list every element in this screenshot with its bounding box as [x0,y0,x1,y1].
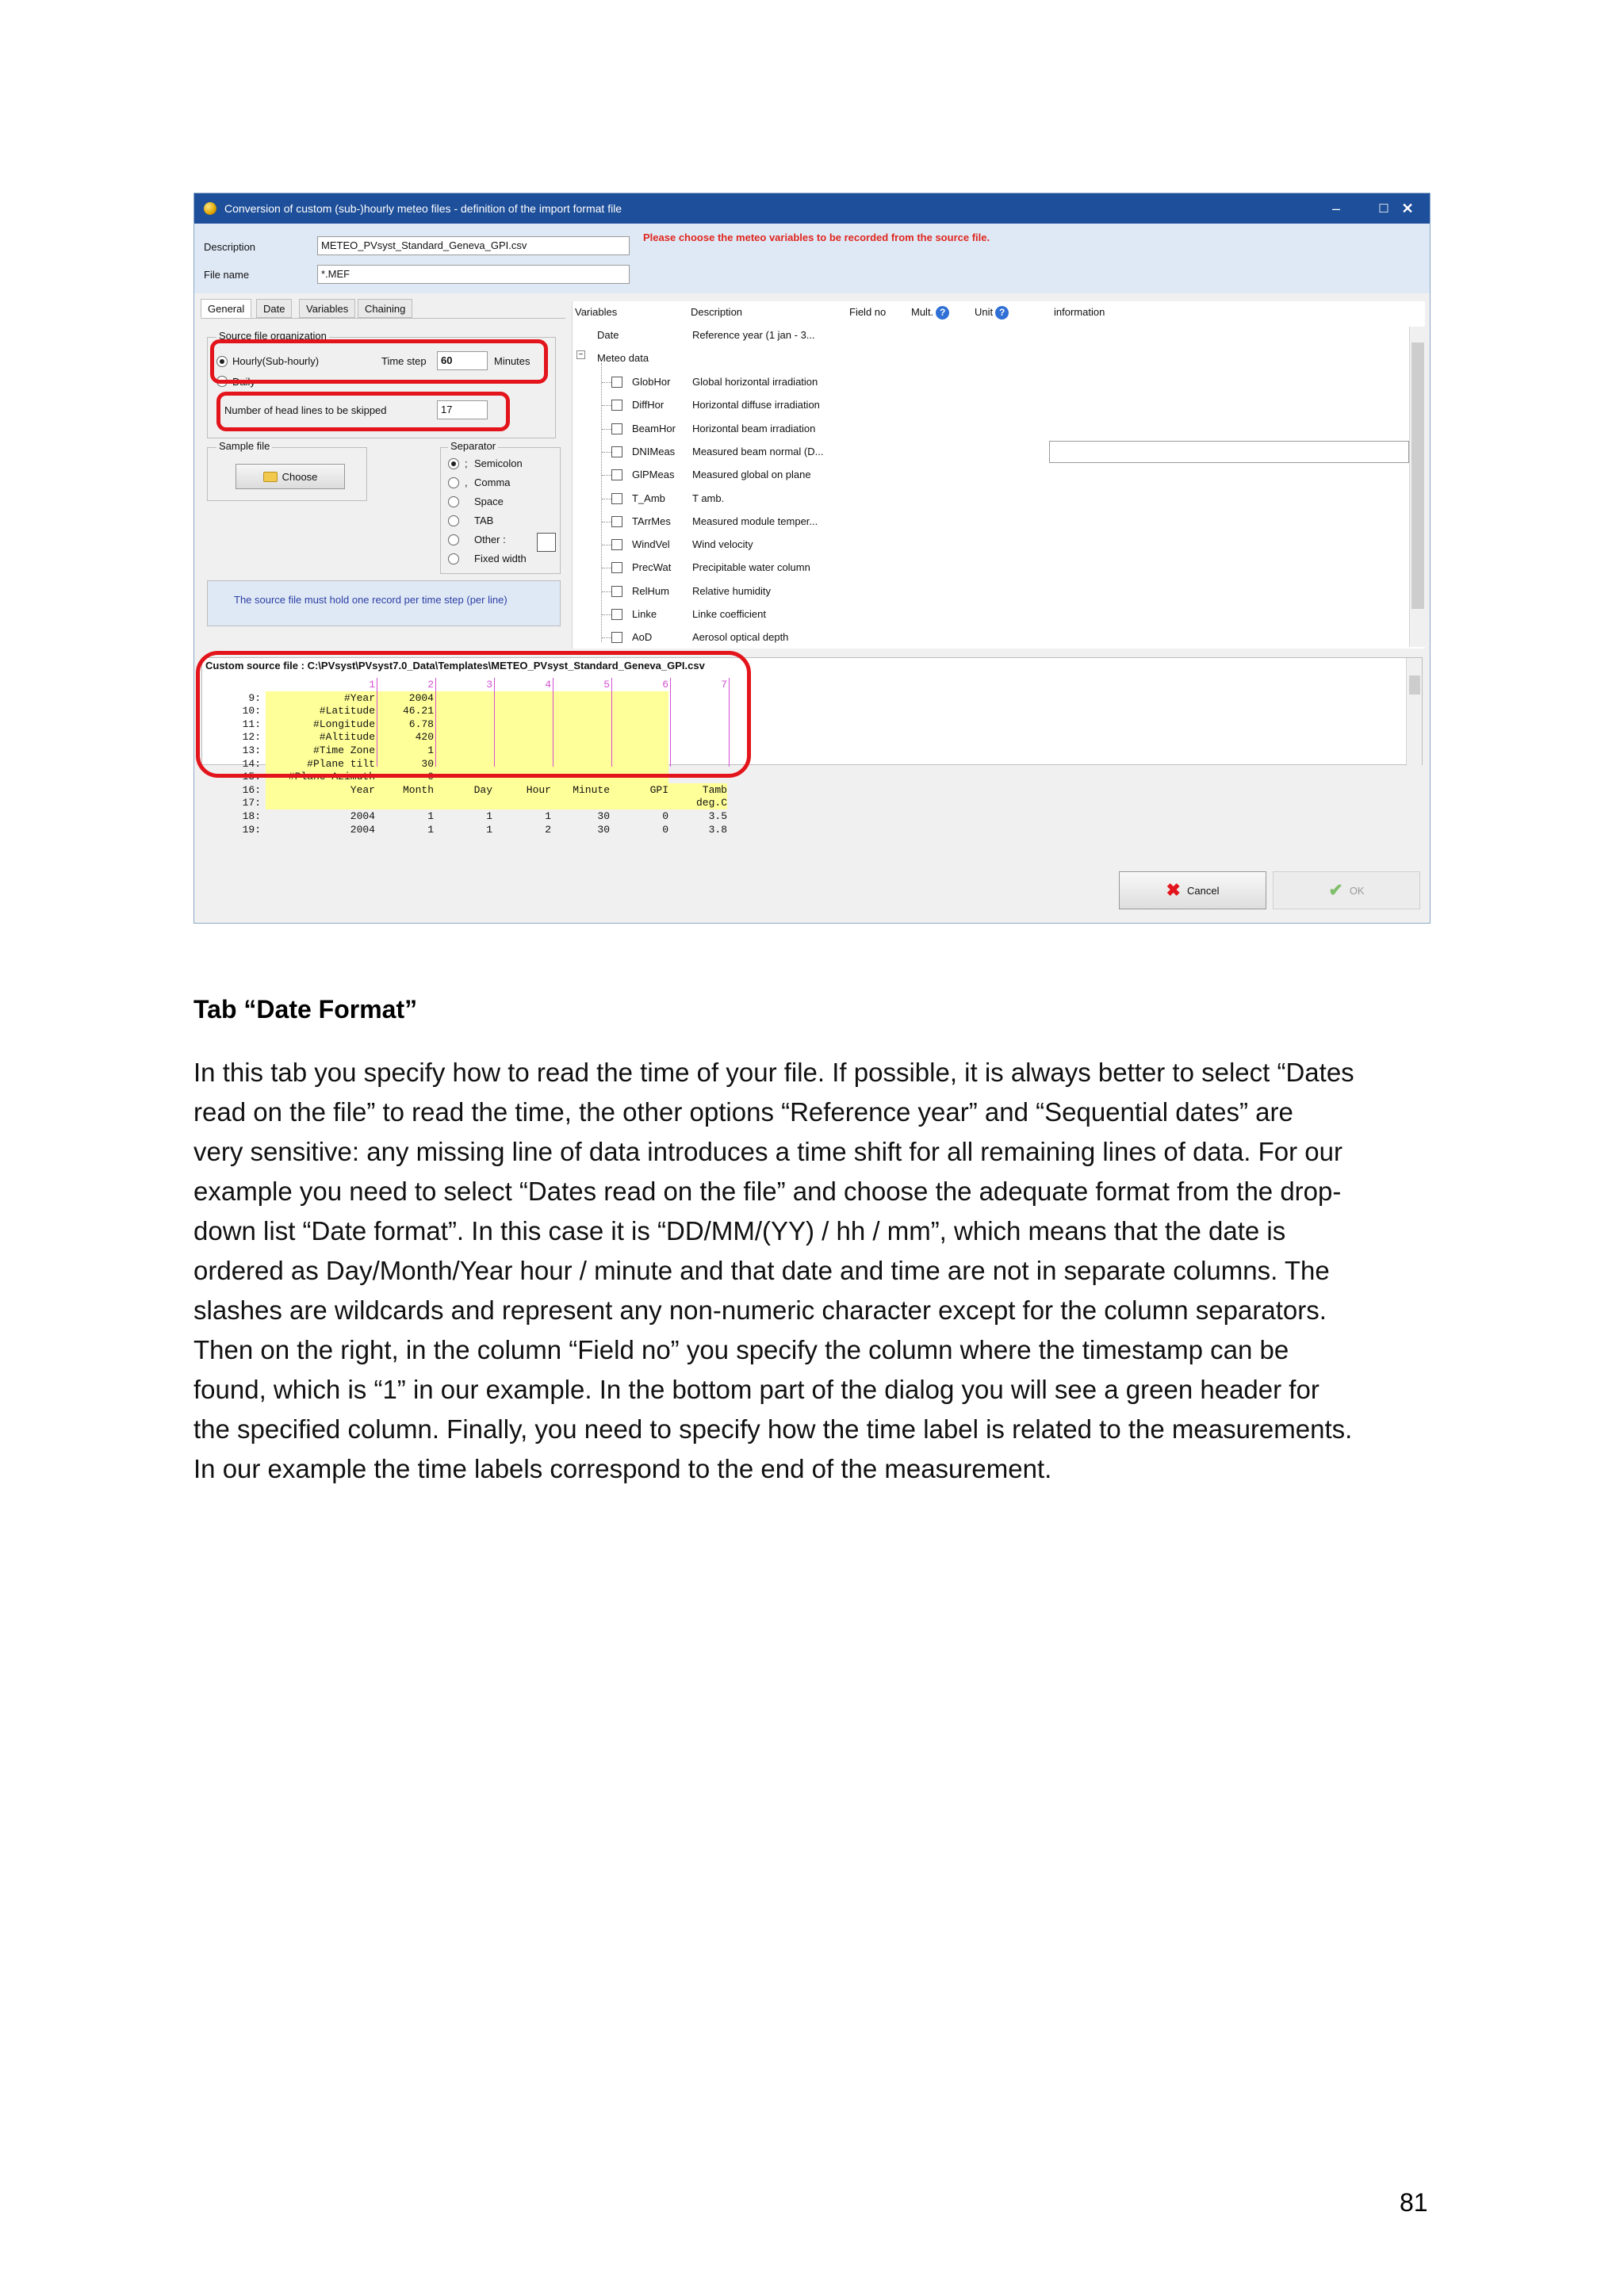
close-icon[interactable]: ✕ [1401,200,1414,216]
column-number: 1 [369,679,375,691]
timestep-unit: Minutes [494,355,530,367]
comma-symbol: , [465,476,468,488]
variable-name: RelHum [632,584,669,597]
grid-cell: 0 [662,823,668,836]
variable-checkbox[interactable] [611,377,622,388]
tree-connector [602,637,611,638]
variable-checkbox[interactable] [611,469,622,480]
tree-connector [602,429,611,430]
tab-general[interactable]: General [201,299,251,318]
folder-icon [263,472,278,482]
grid-line-number: 14: [242,757,261,770]
help-icon[interactable]: ? [936,306,949,320]
window-title: Conversion of custom (sub-)hourly meteo files - definition of the import format file [224,202,622,215]
column-number: 6 [662,679,668,691]
paragraph-line: slashes are wildcards and represent any non-numeric character except for the column separators. [193,1295,1327,1325]
column-number: 7 [721,679,727,691]
col-mult [911,306,949,320]
tab-sep-label: TAB [474,515,494,526]
semicolon-radio[interactable] [448,458,459,469]
variable-checkbox[interactable] [611,400,622,411]
collapse-icon[interactable]: − [576,350,585,359]
grid-cell: #Plane Azimuth [288,771,375,783]
separator-label: Separator [448,440,498,452]
var-date-desc: Reference year (1 jan - 3... [692,329,815,341]
scroll-thumb[interactable] [1411,342,1424,609]
grid-cell: 46.21 [402,705,434,718]
grid-line-number: 15: [242,771,261,783]
variable-description: T amb. [692,492,725,504]
col-description: Description [691,306,743,318]
variable-description: Measured module temper... [692,515,818,527]
timestep-highlight [210,339,548,384]
grid-cell: deg.C [695,797,727,809]
grid-cell: #Year [343,691,375,704]
grid-cell: 2004 [350,823,375,836]
hourly-label: Hourly(Sub-hourly) [232,355,320,367]
meteo-import-dialog [193,193,1431,924]
cancel-icon: ✖ [1166,880,1181,900]
grid-cell: Hour [526,783,551,796]
grid-title: Custom source file : C:\PVsyst\PVsyst7.0_Data\Templates\METEO_PVsyst_Standard_Geneva_GPI.csv [205,660,705,672]
variable-description: Relative humidity [692,584,771,597]
tree-connector [602,614,611,615]
note-text: The source file must hold one record per time step (per line) [234,594,508,606]
grid-line-number: 10: [242,705,261,718]
variable-name: WindVel [632,538,670,551]
grid-cell: 1 [427,823,434,836]
fixed-width-radio[interactable] [448,553,459,564]
maximize-icon[interactable]: ☐ [1378,202,1389,216]
col-unit [975,306,1009,320]
col-unit-label: Unit [975,306,994,318]
column-number: 3 [486,679,492,691]
col-mult-label: Mult. [911,306,934,318]
paragraph-line: the specified column. Finally, you need to specify how the time label is related to the measurements. [193,1414,1353,1444]
other-radio[interactable] [448,534,459,545]
variable-name: TArrMes [632,515,671,527]
grid-cell: 0 [427,771,434,783]
variable-description: Horizontal beam irradiation [692,422,816,434]
meteo-data-node[interactable]: Meteo data [597,352,649,364]
grid-cell: Year [350,783,375,796]
headlines-label: Number of head lines to be skipped [224,404,387,416]
paragraph-line: In this tab you specify how to read the time of your file. If possible, it is always better to select “Dates [193,1058,1354,1087]
tab-variables[interactable]: Variables [299,299,355,318]
grid-cell: 0 [662,810,668,822]
body-paragraph [193,1053,1431,1489]
grid-cell: #Altitude [319,731,375,744]
tree-connector [602,405,611,406]
fixed-width-label: Fixed width [474,553,527,564]
variable-name: DiffHor [632,399,665,411]
check-icon: ✔ [1328,880,1343,900]
grid-scroll-thumb[interactable] [1409,675,1420,695]
other-input[interactable] [537,533,556,552]
grid-cell: 3.5 [708,810,727,822]
grid-cell: Tamb [702,783,727,796]
grid-cell: 30 [421,757,434,770]
grid-cell: Month [402,783,434,796]
paragraph-line: read on the file” to read the time, the other options “Reference year” and “Sequential dates” are [193,1097,1293,1127]
paragraph-line: example you need to select “Dates read on the file” and choose the adequate format from the drop- [193,1177,1342,1206]
variable-name: GlobHor [632,376,671,388]
source-org-label: Source file organization [216,330,329,342]
grid-line-number: 19: [242,823,261,836]
variable-name: GlPMeas [632,469,675,481]
variable-name: Linke [632,608,657,620]
grid-cell: 6.78 [408,718,434,730]
cancel-label: Cancel [1186,884,1220,897]
grid-line-number: 16: [242,783,261,796]
semicolon-symbol: ; [465,457,468,469]
section-heading: Tab “Date Format” [193,995,418,1024]
ok-button[interactable] [1273,871,1420,909]
paragraph-line: Then on the right, in the column “Field no” you specify the column where the timestamp can be [193,1335,1289,1364]
grid-cell: Minute [573,783,610,796]
paragraph-line: down list “Date format”. In this case it is “DD/MM/(YY) / hh / mm”, which means that the date is [193,1216,1286,1246]
sample-file-label: Sample file [216,440,272,452]
grid-cell: Day [473,783,492,796]
grid-cell: 1 [427,744,434,756]
grid-cell: GPI [649,783,668,796]
choose-label: Choose [282,470,318,483]
space-radio[interactable] [448,496,459,507]
variable-description: Measured global on plane [692,469,811,481]
column-number: 4 [545,679,551,691]
page-number: 81 [1400,2188,1428,2217]
col-field-no: Field no [849,306,887,318]
paragraph-line: In our example the time labels correspond to the end of the measurement. [193,1454,1052,1483]
grid-cell: #Longitude [312,718,375,730]
variable-name: T_Amb [632,492,665,504]
grid-cell: 1 [427,810,434,822]
choose-button[interactable] [236,464,345,489]
grid-line-number: 11: [242,718,261,730]
variables-scrollbar[interactable] [1409,327,1425,647]
grid-cell: 2004 [350,810,375,822]
other-label: Other : [474,534,506,545]
headlines-highlight [216,392,510,431]
grid-line-number: 13: [242,744,261,756]
tree-connector [602,382,611,383]
tab-chaining[interactable]: Chaining [358,299,412,318]
variable-checkbox[interactable] [611,609,622,620]
grid-cell: #Latitude [319,705,375,718]
variable-description: Linke coefficient [692,608,766,620]
grid-cell: 1 [545,810,551,822]
variable-checkbox[interactable] [611,493,622,504]
grid-line-number: 9: [248,691,261,704]
timestep-field[interactable]: 60 [437,351,488,370]
tab-radio[interactable] [448,515,459,526]
variable-description: Wind velocity [692,538,753,551]
grid-cell: #Time Zone [312,744,375,756]
semicolon-label: Semicolon [474,457,523,469]
grid-line-number: 18: [242,810,261,822]
grid-cell: 420 [415,731,434,744]
tab-divider [201,318,565,319]
grid-cell: 1 [486,823,492,836]
grid-cell: 1 [486,810,492,822]
tab-date[interactable]: Date [256,299,292,318]
paragraph-line: found, which is “1” in our example. In the bottom part of the dialog you will see a green header for [193,1375,1320,1404]
warning-message: Please choose the meteo variables to be recorded from the source file. [643,232,990,243]
grid-scrollbar[interactable] [1406,658,1422,766]
variable-checkbox[interactable] [611,632,622,643]
timestep-label: Time step [381,355,427,367]
paragraph-line: ordered as Day/Month/Year hour / minute and that date and time are not in separate columns. The [193,1256,1330,1285]
grid-cell [492,796,551,809]
help-icon[interactable]: ? [995,306,1009,320]
title-bar [194,193,1430,224]
daily-label: Daily [232,376,255,388]
app-icon [204,202,216,215]
variable-name: DNIMeas [632,445,676,457]
grid-cell: 30 [597,823,610,836]
tree-connector [602,591,611,592]
information-field[interactable] [1049,441,1409,463]
grid-cell [375,796,434,809]
grid-highlight [196,651,751,778]
variable-checkbox[interactable] [611,423,622,434]
variable-name: AoD [632,631,653,644]
tree-connector [602,452,611,453]
comma-radio[interactable] [448,477,459,488]
variable-description: Horizontal diffuse irradiation [692,399,820,411]
grid-cell: 30 [597,810,610,822]
tree-connector [602,475,611,476]
variable-checkbox[interactable] [611,516,622,527]
column-number: 2 [427,679,434,691]
minimize-icon[interactable]: – [1331,200,1340,216]
variable-description: Aerosol optical depth [692,631,789,644]
cancel-button[interactable] [1119,871,1266,909]
var-date[interactable]: Date [597,329,619,341]
grid-line-number: 17: [242,797,261,809]
grid-line-number: 12: [242,731,261,744]
variable-description: Measured beam normal (D... [692,445,824,457]
headlines-field[interactable]: 17 [437,400,488,419]
variable-checkbox[interactable] [611,586,622,597]
variable-checkbox[interactable] [611,446,622,457]
ok-label: OK [1349,884,1365,897]
col-variables: Variables [575,306,618,318]
col-information: information [1054,306,1105,318]
filename-field[interactable]: *.MEF [317,265,630,284]
variable-checkbox[interactable] [611,539,622,550]
grid-cell: 2 [545,823,551,836]
paragraph-line: very sensitive: any missing line of data introduces a time shift for all remaining lines of data. For our [193,1137,1343,1166]
description-field[interactable]: METEO_PVsyst_Standard_Geneva_GPI.csv [317,236,630,255]
variable-checkbox[interactable] [611,562,622,573]
description-label: Description [204,241,256,253]
variable-description: Global horizontal irradiation [692,376,818,388]
comma-label: Comma [474,476,511,488]
filename-label: File name [204,269,250,281]
space-label: Space [474,496,504,507]
grid-cell: #Plane tilt [307,757,375,770]
grid-cell [434,796,492,809]
variable-name: BeamHor [632,422,676,434]
grid-cell: 2004 [408,691,434,704]
grid-cell [266,796,375,809]
variable-description: Precipitable water column [692,561,810,574]
grid-cell [551,796,610,809]
column-number: 5 [603,679,610,691]
grid-cell [610,796,668,809]
variable-name: PrecWat [632,561,672,574]
grid-cell: 3.8 [708,823,727,836]
